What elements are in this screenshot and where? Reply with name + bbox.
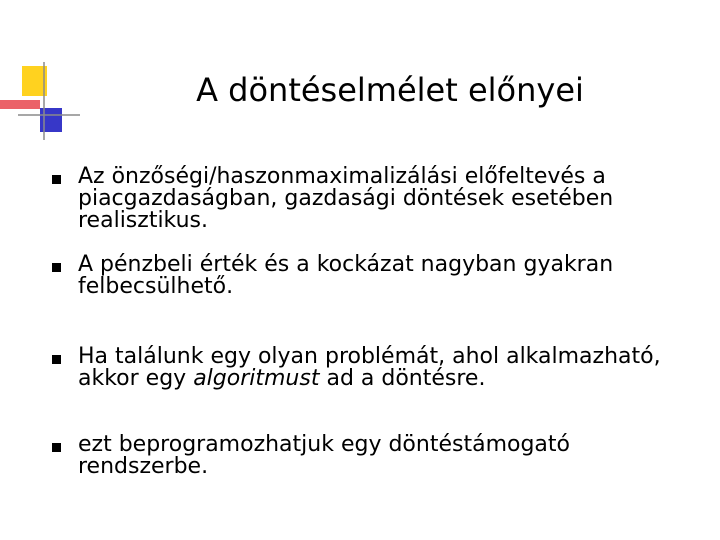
bullet-text: Az önzőségi/haszonmaximalizálási előfeltevés a piacgazdaságban, gazdasági döntések esetében realisztikus. [78, 164, 614, 233]
slide-title: A döntéselmélet előnyei [196, 71, 584, 109]
bullet-text-emphasis: algoritmust [193, 366, 320, 391]
bullet-text: ezt beprogramozhatjuk egy döntéstámogató rendszerbe. [78, 432, 570, 479]
bullet-marker [52, 263, 61, 272]
bullet-marker [52, 355, 61, 364]
bullet-text: A pénzbeli érték és a kockázat nagyban gyakran felbecsülhető. [78, 252, 614, 299]
bullet-text [78, 346, 678, 390]
bullet-text-part: ad a döntésre. [319, 366, 486, 391]
bullet-marker [52, 443, 61, 452]
bullet-text-part: Ha találunk egy olyan problémát, ahol alkalmazható, akkor egy [78, 344, 661, 391]
bullet-marker [52, 175, 61, 184]
